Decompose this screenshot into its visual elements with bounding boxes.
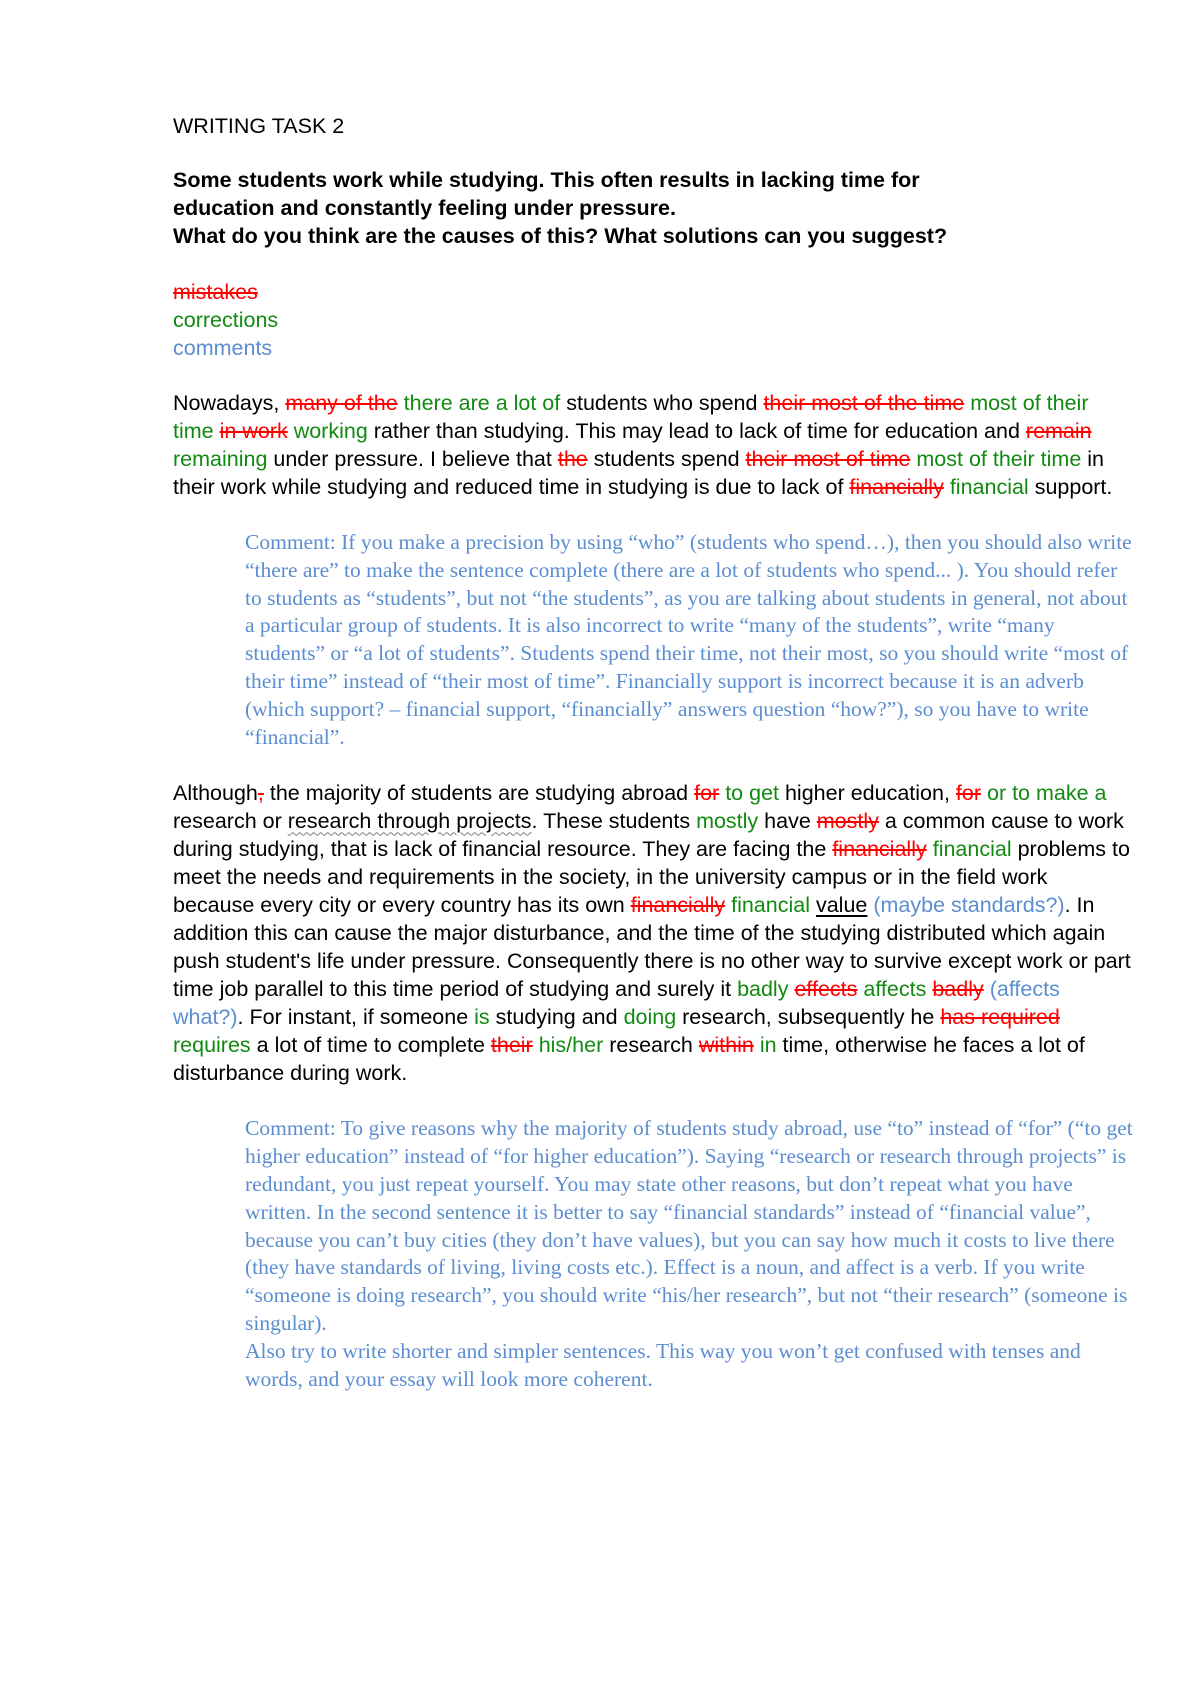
essay-paragraph-1 xyxy=(173,389,1133,501)
teacher-comment-1: Comment: If you make a precision by using “who” (students who spend…), then you should also write “there are” to make the sentence complete (there are a lot of students who spend... ). You should refer to students as “students”, but not “the students”, as you are talking about students in general, not about a particular group of students. It is also incorrect to write “many of the students”, write “many students” or “a lot of students”. Students spend their time, not their most, so you should write “most of their time” instead of “their most of time”. Financially support is incorrect because it is an adverb (which support? – financial support, “financially” answers question “how?”), so you have to write “financial”. xyxy=(245,530,1132,749)
correction-text: working xyxy=(293,419,368,443)
essay-text: research xyxy=(603,1033,699,1058)
correction-text: mostly xyxy=(696,809,759,834)
essay-text: . These students xyxy=(531,809,697,834)
essay-text: students spend xyxy=(587,447,746,471)
mistake-text: many of the xyxy=(285,391,398,415)
legend-corrections: corrections xyxy=(173,308,279,332)
mistake-text: financially xyxy=(832,837,927,862)
essay-text: Nowadays, xyxy=(173,391,286,415)
correction-text: most of their time xyxy=(173,391,1089,443)
mistake-text: badly xyxy=(932,977,984,1002)
mistake-text: has required xyxy=(940,1005,1060,1030)
color-legend xyxy=(173,278,1133,362)
legend-mistakes: mistakes xyxy=(173,280,258,304)
question-line: Some students work while studying. This often results in lacking time for xyxy=(173,168,920,192)
essay-text: . For instant, if someone xyxy=(237,1005,475,1030)
correction-text: badly xyxy=(737,977,789,1002)
mistake-text: for xyxy=(694,781,720,806)
task-question xyxy=(173,166,1133,250)
essay-text: under pressure. I believe that xyxy=(267,447,558,471)
mistake-text: mostly xyxy=(816,809,879,834)
mistake-text: remain xyxy=(1025,419,1092,443)
essay-text: students who spend xyxy=(560,391,764,415)
essay-text: the majority of students are studying abroad xyxy=(263,781,695,806)
mistake-text: the xyxy=(557,447,588,471)
mistake-text: for xyxy=(955,781,981,806)
mistake-text: financially xyxy=(849,475,944,499)
essay-text: time, otherwise he faces a lot of disturbance during work. xyxy=(173,1033,1085,1086)
mistake-text: their most of time xyxy=(745,447,911,471)
inline-comment: (maybe standards?) xyxy=(873,893,1065,918)
question-line: education and constantly feeling under pressure. xyxy=(173,196,676,220)
essay-text: studying and xyxy=(489,1005,624,1030)
mistake-text: , xyxy=(257,781,264,806)
correction-text: or to make a xyxy=(986,781,1107,806)
essay-paragraph-2 xyxy=(173,779,1133,1087)
question-line: What do you think are the causes of this? What solutions can you suggest? xyxy=(173,224,948,248)
correction-text: doing xyxy=(623,1005,677,1030)
essay-text: support. xyxy=(1028,475,1113,499)
essay-text: research, subsequently he xyxy=(676,1005,941,1030)
teacher-comment-2 xyxy=(245,1115,1133,1393)
essay-text: problems to meet the needs and requirements in the society, in the university campus or in the field work because every city or every country has its own xyxy=(173,837,1130,918)
essay-text: research or xyxy=(173,809,288,834)
essay-text: in their work while studying and reduced time in studying is due to lack of xyxy=(173,447,1104,499)
mistake-text: financially xyxy=(630,893,726,918)
essay-text: a common cause to work during studying, that is lack of financial resource. They are facing the xyxy=(173,809,1124,862)
comment-text: Also try to write shorter and simpler sentences. This way you won’t get confused with tenses and words, and your essay will look more coherent. xyxy=(245,1338,1081,1391)
correction-text: financial xyxy=(949,475,1029,499)
correction-text: there are a lot of xyxy=(403,391,561,415)
mistake-text: their xyxy=(490,1033,533,1058)
correction-text: in xyxy=(759,1033,777,1058)
mistake-text: in work xyxy=(219,419,288,443)
comment-text: Comment: To give reasons why the majority of students study abroad, use “to” instead of “for” (“to get higher education” instead of “for higher education”). Saying “research or research through projects” is redundant, you just repeat yourself. You may state other reasons, but don’t repeat what you have written. In the second sentence it is better to say “financial standards” instead of “financial value”, because you can’t buy cities (they don’t have values), but you can say how much it costs to live there (they have standards of living, living costs etc.). Effect is a noun, and affect is a verb. If you write “someone is doing research”, you should write “his/her research”, but not “their research” (someone is singular). xyxy=(245,1116,1133,1335)
correction-text: affects xyxy=(863,977,927,1002)
essay-text: higher education, xyxy=(779,781,956,806)
correction-text: requires xyxy=(173,1033,251,1058)
essay-text: rather than studying. This may lead to lack of time for education and xyxy=(367,419,1026,443)
legend-comments: comments xyxy=(173,336,273,360)
correction-text: most of their time xyxy=(916,447,1082,471)
correction-text: to get xyxy=(725,781,779,806)
document-body xyxy=(173,112,1133,1393)
mistake-text: their most of the time xyxy=(763,391,965,415)
mistake-text: within xyxy=(698,1033,754,1058)
page-title: WRITING TASK 2 xyxy=(173,114,345,138)
correction-text: is xyxy=(474,1005,490,1030)
correction-text: financial xyxy=(731,893,810,918)
essay-text: have xyxy=(758,809,817,834)
mistake-text: effects xyxy=(794,977,858,1002)
underlined-text: value xyxy=(815,893,868,918)
essay-text: a lot of time to complete xyxy=(250,1033,491,1058)
essay-text: Although xyxy=(173,781,258,806)
correction-text: remaining xyxy=(173,447,268,471)
inline-comment: (affects what?) xyxy=(173,977,1060,1030)
correction-text: his/her xyxy=(538,1033,604,1058)
correction-text: financial xyxy=(932,837,1012,862)
essay-text: . In addition this can cause the major disturbance, and the time of the studying distributed which again push student's life under pressure. Consequently there is no other way to survive except work or part time job parallel to this time period of studying and surely it xyxy=(173,893,1131,1002)
flagged-text: research through projects xyxy=(287,809,532,834)
